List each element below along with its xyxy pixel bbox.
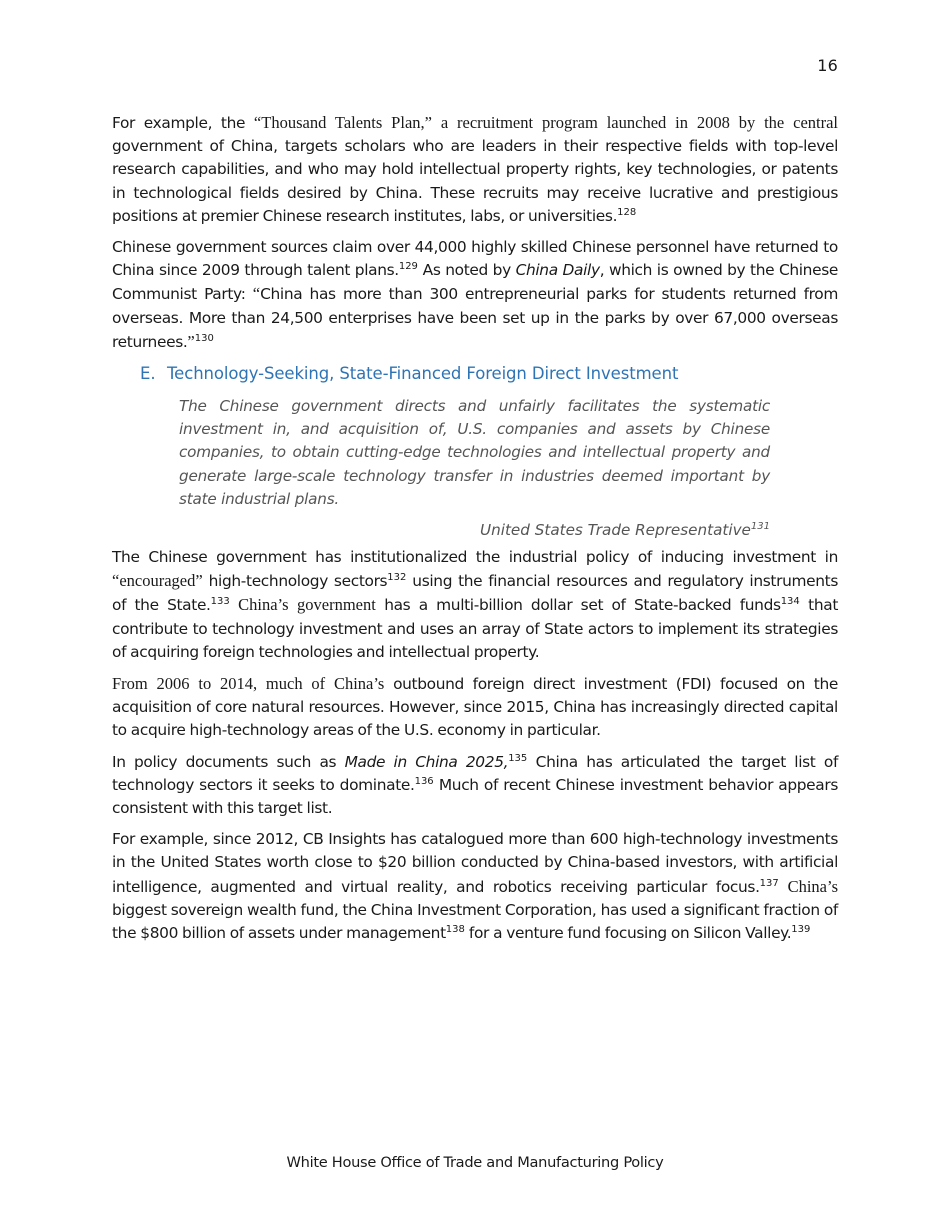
footnote-ref[interactable]: 139 — [791, 924, 811, 936]
paragraph-fdi: From 2006 to 2014, much of China’s outbound foreign direct investment (FDI) focused on the acquisition of core natural resources. However, since 2015, China has increasingly directed capital to acquire high-technology areas of the U.S. economy in particular. — [112, 674, 838, 740]
block-quote: The Chinese government directs and unfairly facilitates the systematic investment in, and acquisition of, U.S. companies and assets by Chinese companies, to obtain cutting-edge technologies and intellectual property and generate large-scale technology transfer in industries deemed important by state industrial plans. — [179, 397, 770, 508]
document-title: Made in China 2025, — [344, 752, 509, 771]
paragraph-thousand-talents: For example, the “Thousand Talents Plan,” a recruitment program launched in 2008 by the central government of China, targets scholars who are leaders in their respective fields with top-level research capabilities, and who may hold intellectual property rights, key technologies, or patents in technological fields desired by China. These recruits may receive lucrative and prestigious positions at premier Chinese research institutes, labs, or universities.$^{128}$ — [112, 113, 839, 225]
footnote-ref[interactable]: 134 — [780, 596, 800, 608]
footnote-ref[interactable]: 128 — [617, 206, 637, 218]
footnote-ref[interactable]: 130 — [194, 332, 214, 344]
page-number: 16 — [817, 56, 838, 75]
paragraph-cb-insights: For example, since 2012, CB Insights has catalogued more than 600 high-technology investments in the United States worth close to $20 billion conducted by China-based investors, with artificial intelligence, augmented and virtual reality, and robotics receiving particular focus.$^{137}$ China’s biggest sovereign wealth fund, the China Investment Corporation, has used a significant fraction of the $800 billion of assets under management$^{138}$ for a venture fund focusing on Silicon Valley.$^{139}$ — [112, 830, 838, 943]
paragraph-industrial-policy: The Chinese government has institutionalized the industrial policy of inducing investment in “encouraged” high-technology sectors$^{132}$ using the financial resources and regulatory instruments of the State.$^{133}$ China’s government has a multi-billion dollar set of State-backed funds$^{134}$ that contribute to technology investment and uses an array of State actors to implement its strategies of acquiring foreign technologies and intellectual property. — [112, 548, 839, 661]
footnote-ref[interactable]: 133 — [210, 596, 230, 608]
footnote-ref[interactable]: 132 — [387, 572, 407, 584]
publication-title: China Daily — [515, 261, 600, 280]
page-footer: White House Office of Trade and Manufacturing Policy — [286, 1154, 664, 1171]
footnote-ref[interactable]: 131 — [750, 521, 770, 533]
section-letter: E. — [140, 364, 156, 384]
footnote-ref[interactable]: 136 — [414, 775, 434, 787]
document-body — [112, 111, 838, 953]
footnote-ref[interactable]: 129 — [398, 261, 418, 273]
paragraph-made-in-china: In policy documents such as Made in China 2025,$^{135}$ China has articulated the target list of technology sectors it seeks to dominate.$^{136}$ Much of recent Chinese investment behavior appears consistent with this target list. — [112, 752, 839, 818]
footnote-ref[interactable]: 135 — [508, 752, 528, 764]
section-title: Technology-Seeking, State-Financed Foreign Direct Investment — [167, 364, 679, 384]
section-heading — [140, 362, 838, 386]
footnote-ref[interactable]: 138 — [445, 924, 465, 936]
paragraph-returnees: Chinese government sources claim over 44,000 highly skilled Chinese personnel have returned to China since 2009 through talent plans.$^{129}$ As noted by China Daily, which is owned by the Chinese Communist Party: “China has more than 300 entrepreneurial parks for students returned from overseas. More than 24,500 enterprises have been set up in the parks by over 67,000 overseas returnees.”$^{130}$ — [112, 238, 838, 351]
footnote-ref[interactable]: 137 — [759, 877, 779, 889]
quote-attribution: United States Trade Representative$^{131}$ — [480, 521, 770, 540]
